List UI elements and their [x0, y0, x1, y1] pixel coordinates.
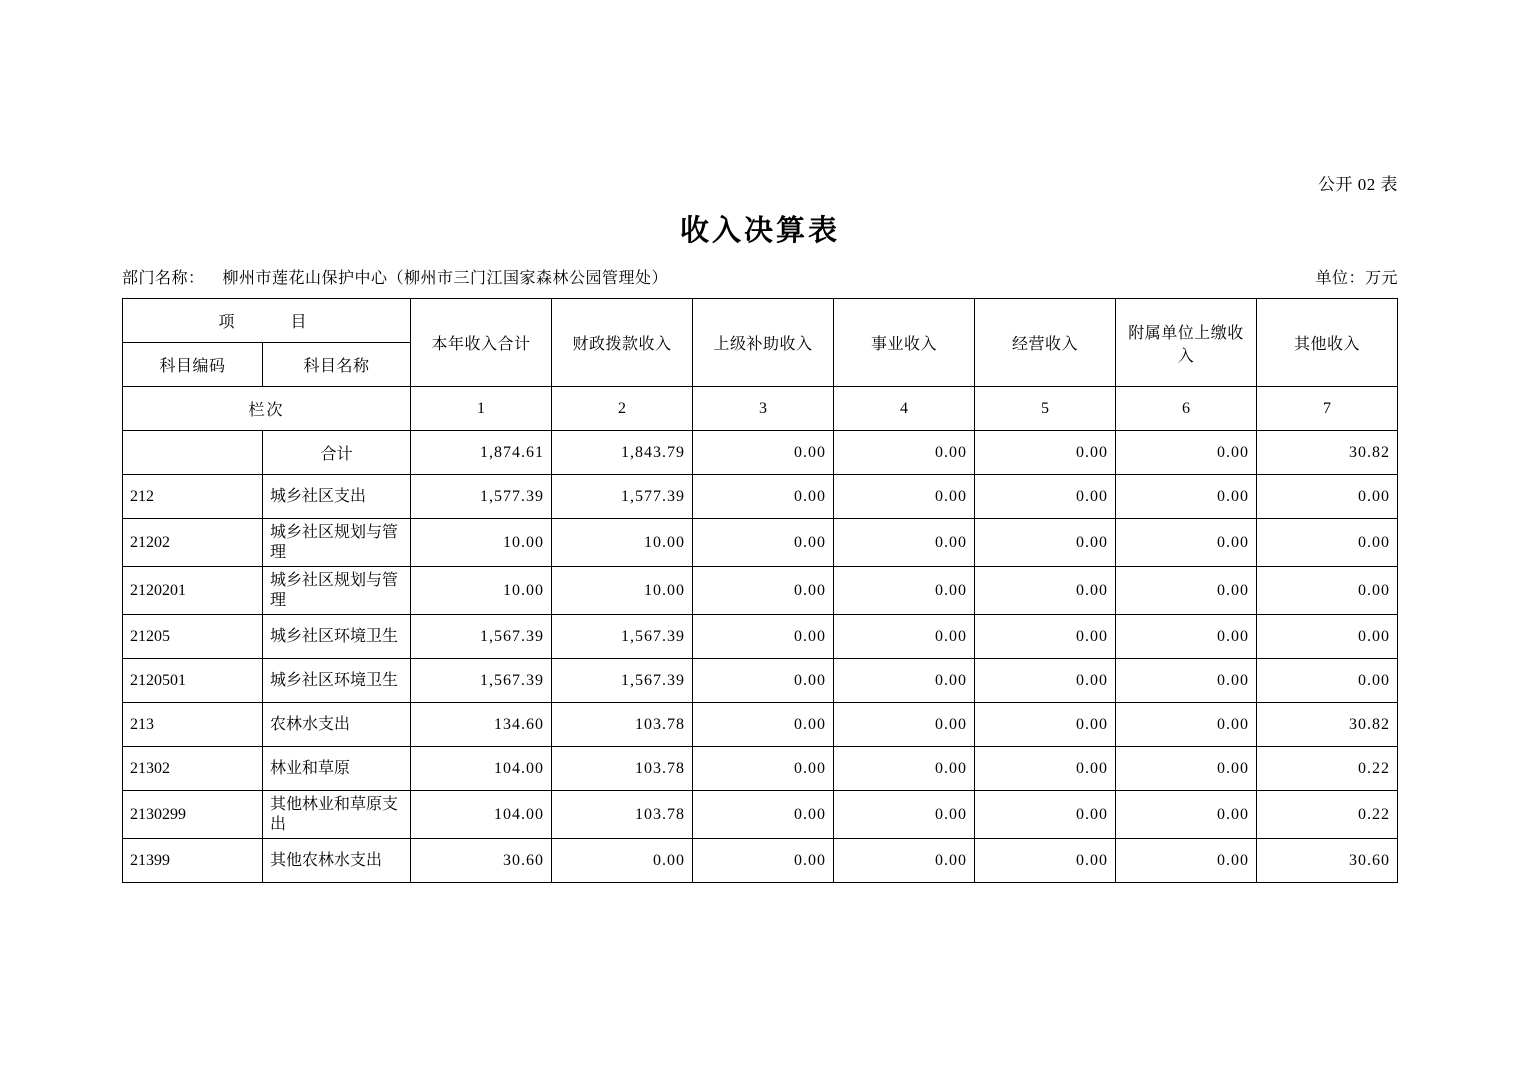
- cell-value-6: 0.00: [1116, 791, 1257, 839]
- cell-value-6: 0.00: [1116, 431, 1257, 475]
- cell-value-4: 0.00: [834, 567, 975, 615]
- cell-value-6: 0.00: [1116, 475, 1257, 519]
- cell-value-4: 0.00: [834, 747, 975, 791]
- cell-value-3: 0.00: [693, 475, 834, 519]
- department-label: 部门名称：: [122, 270, 205, 287]
- cell-value-2: 103.78: [552, 703, 693, 747]
- cell-value-6: 0.00: [1116, 659, 1257, 703]
- header-col-3: 上级补助收入: [693, 299, 834, 387]
- cell-value-7: 0.00: [1257, 615, 1398, 659]
- department-value: 柳州市莲花山保护中心（柳州市三门江国家森林公园管理处）: [222, 270, 669, 287]
- cell-value-3: 0.00: [693, 747, 834, 791]
- lanci-number-3: 3: [693, 387, 834, 431]
- cell-value-5: 0.00: [975, 615, 1116, 659]
- cell-value-6: 0.00: [1116, 567, 1257, 615]
- cell-subject-name: 城乡社区支出: [263, 475, 411, 519]
- cell-value-1: 10.00: [411, 519, 552, 567]
- income-final-accounts-table: [122, 298, 1398, 883]
- cell-subject-code: 212: [123, 475, 263, 519]
- cell-subject-name: 城乡社区规划与管理: [263, 519, 411, 567]
- table-row: [123, 839, 1398, 883]
- table-body: [123, 299, 1398, 883]
- cell-value-1: 134.60: [411, 703, 552, 747]
- table-row: [123, 431, 1398, 475]
- cell-subject-name: 农林水支出: [263, 703, 411, 747]
- cell-value-1: 1,577.39: [411, 475, 552, 519]
- cell-subject-code: 2130299: [123, 791, 263, 839]
- cell-value-4: 0.00: [834, 659, 975, 703]
- cell-value-4: 0.00: [834, 703, 975, 747]
- cell-value-5: 0.00: [975, 839, 1116, 883]
- cell-value-5: 0.00: [975, 567, 1116, 615]
- page-title: 收入决算表: [679, 215, 840, 247]
- table-row: [123, 615, 1398, 659]
- cell-value-2: 1,577.39: [552, 475, 693, 519]
- cell-value-3: 0.00: [693, 615, 834, 659]
- cell-value-1: 30.60: [411, 839, 552, 883]
- department-name: [122, 265, 668, 288]
- meta-row: [122, 265, 1398, 291]
- cell-value-4: 0.00: [834, 615, 975, 659]
- header-subject-name: 科目名称: [263, 343, 411, 387]
- cell-value-7: 0.00: [1257, 475, 1398, 519]
- cell-value-5: 0.00: [975, 791, 1116, 839]
- cell-value-3: 0.00: [693, 431, 834, 475]
- cell-value-6: 0.00: [1116, 519, 1257, 567]
- cell-value-3: 0.00: [693, 839, 834, 883]
- cell-value-1: 1,567.39: [411, 659, 552, 703]
- cell-value-6: 0.00: [1116, 615, 1257, 659]
- cell-subject-code: 21205: [123, 615, 263, 659]
- table-row: [123, 747, 1398, 791]
- cell-value-4: 0.00: [834, 519, 975, 567]
- cell-value-6: 0.00: [1116, 747, 1257, 791]
- cell-value-3: 0.00: [693, 659, 834, 703]
- cell-subject-code: 21302: [123, 747, 263, 791]
- header-col-5: 经营收入: [975, 299, 1116, 387]
- cell-value-1: 104.00: [411, 747, 552, 791]
- cell-subject-name: 城乡社区环境卫生: [263, 615, 411, 659]
- cell-value-1: 1,874.61: [411, 431, 552, 475]
- cell-value-1: 10.00: [411, 567, 552, 615]
- cell-subject-name: 其他农林水支出: [263, 839, 411, 883]
- cell-value-7: 30.60: [1257, 839, 1398, 883]
- cell-value-7: 0.00: [1257, 519, 1398, 567]
- cell-value-2: 103.78: [552, 747, 693, 791]
- unit-note: 单位：万元: [1315, 270, 1398, 287]
- cell-value-2: 103.78: [552, 791, 693, 839]
- table-row: [123, 475, 1398, 519]
- cell-subject-code: 21202: [123, 519, 263, 567]
- cell-value-5: 0.00: [975, 431, 1116, 475]
- cell-value-7: 0.00: [1257, 567, 1398, 615]
- cell-value-4: 0.00: [834, 791, 975, 839]
- cell-subject-code: 2120501: [123, 659, 263, 703]
- cell-value-7: 30.82: [1257, 703, 1398, 747]
- table-row: [123, 791, 1398, 839]
- cell-value-6: 0.00: [1116, 839, 1257, 883]
- cell-subject-code: 213: [123, 703, 263, 747]
- cell-value-3: 0.00: [693, 791, 834, 839]
- cell-subject-name: 合计: [263, 431, 411, 475]
- cell-value-3: 0.00: [693, 519, 834, 567]
- header-col-6: 附属单位上缴收入: [1116, 299, 1257, 387]
- cell-value-6: 0.00: [1116, 703, 1257, 747]
- cell-subject-code: [123, 431, 263, 475]
- cell-value-2: 0.00: [552, 839, 693, 883]
- table-column-number-row: [123, 387, 1398, 431]
- cell-value-1: 104.00: [411, 791, 552, 839]
- cell-value-7: 0.00: [1257, 659, 1398, 703]
- table-row: [123, 659, 1398, 703]
- cell-value-4: 0.00: [834, 431, 975, 475]
- cell-value-2: 10.00: [552, 567, 693, 615]
- cell-value-5: 0.00: [975, 659, 1116, 703]
- lanci-number-5: 5: [975, 387, 1116, 431]
- header-col-4: 事业收入: [834, 299, 975, 387]
- header-col-7: 其他收入: [1257, 299, 1398, 387]
- cell-value-2: 10.00: [552, 519, 693, 567]
- cell-value-2: 1,567.39: [552, 615, 693, 659]
- cell-subject-name: 城乡社区环境卫生: [263, 659, 411, 703]
- cell-value-7: 0.22: [1257, 791, 1398, 839]
- cell-subject-name: 其他林业和草原支出: [263, 791, 411, 839]
- cell-value-7: 0.22: [1257, 747, 1398, 791]
- cell-value-1: 1,567.39: [411, 615, 552, 659]
- cell-value-5: 0.00: [975, 747, 1116, 791]
- cell-value-7: 30.82: [1257, 431, 1398, 475]
- cell-value-3: 0.00: [693, 567, 834, 615]
- cell-subject-code: 2120201: [123, 567, 263, 615]
- lanci-number-6: 6: [1116, 387, 1257, 431]
- header-subject-code: 科目编码: [123, 343, 263, 387]
- form-number: 公开 02 表: [1318, 175, 1398, 194]
- cell-value-5: 0.00: [975, 703, 1116, 747]
- cell-value-5: 0.00: [975, 475, 1116, 519]
- lanci-number-2: 2: [552, 387, 693, 431]
- lanci-number-1: 1: [411, 387, 552, 431]
- header-col-2: 财政拨款收入: [552, 299, 693, 387]
- table-row: [123, 519, 1398, 567]
- cell-value-4: 0.00: [834, 475, 975, 519]
- table-row: [123, 703, 1398, 747]
- lanci-number-4: 4: [834, 387, 975, 431]
- cell-value-5: 0.00: [975, 519, 1116, 567]
- lanci-label: 栏次: [123, 387, 411, 431]
- cell-subject-code: 21399: [123, 839, 263, 883]
- cell-value-2: 1,843.79: [552, 431, 693, 475]
- cell-value-4: 0.00: [834, 839, 975, 883]
- cell-value-2: 1,567.39: [552, 659, 693, 703]
- header-col-1: 本年收入合计: [411, 299, 552, 387]
- table-row: [123, 567, 1398, 615]
- header-item-group: 项 目: [123, 299, 411, 343]
- lanci-number-7: 7: [1257, 387, 1398, 431]
- cell-subject-name: 城乡社区规划与管理: [263, 567, 411, 615]
- cell-subject-name: 林业和草原: [263, 747, 411, 791]
- table-header-row-1: [123, 299, 1398, 343]
- cell-value-3: 0.00: [693, 703, 834, 747]
